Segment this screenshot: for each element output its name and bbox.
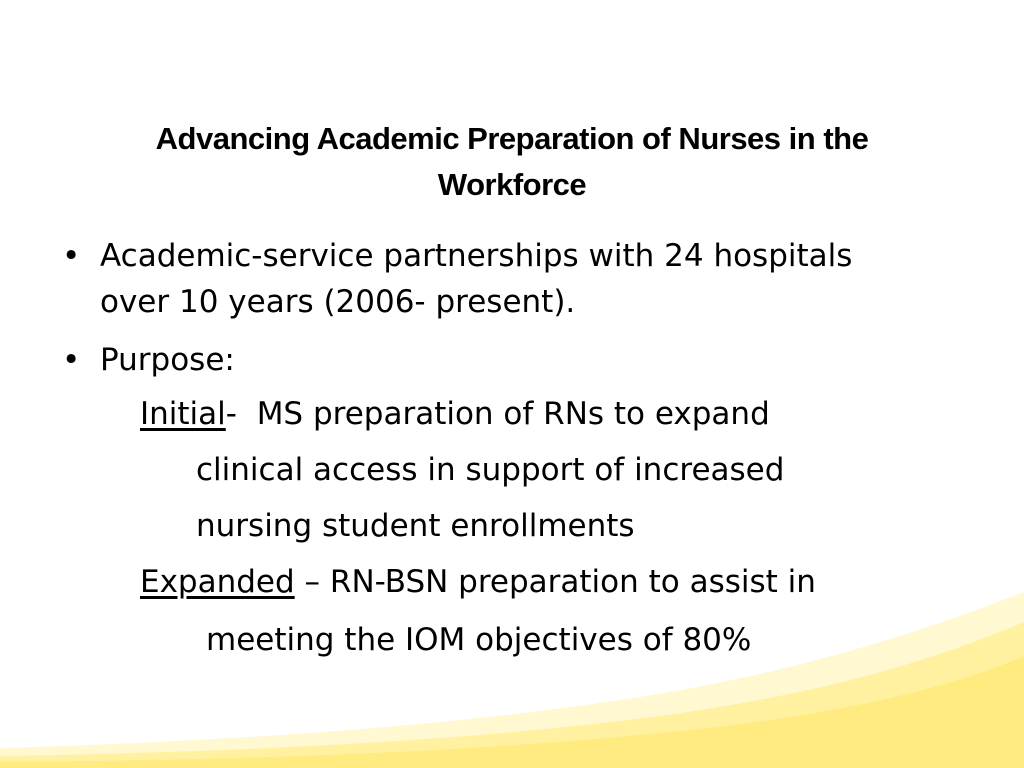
expanded-label: Expanded [140,564,295,600]
bullet-1-line-2: over 10 years (2006- present). [100,284,576,320]
expanded-line-1: RN-BSN preparation to assist in [329,564,816,600]
slide-title [60,116,964,208]
bullet-marker: • [62,238,81,274]
title-line-2: Workforce [437,167,587,202]
initial-line-3: nursing student enrollments [196,508,635,544]
bullet-2-line-1: Purpose: [100,342,235,378]
title-line-1: Advancing Academic Preparation of Nurses in the [155,121,869,156]
bullet-1-line-1: Academic-service partnerships with 24 hospitals [100,238,853,274]
initial-line-2: clinical access in support of increased [196,452,785,488]
bullet-marker: • [62,342,81,378]
expanded-line-2: meeting the IOM objectives of 80% [206,622,752,658]
initial-line-1: MS preparation of RNs to expand [256,396,770,432]
expanded-separator: – [294,564,330,600]
initial-row [140,394,770,434]
initial-separator: - [225,396,257,432]
expanded-row [140,562,816,602]
initial-label: Initial [140,396,226,432]
